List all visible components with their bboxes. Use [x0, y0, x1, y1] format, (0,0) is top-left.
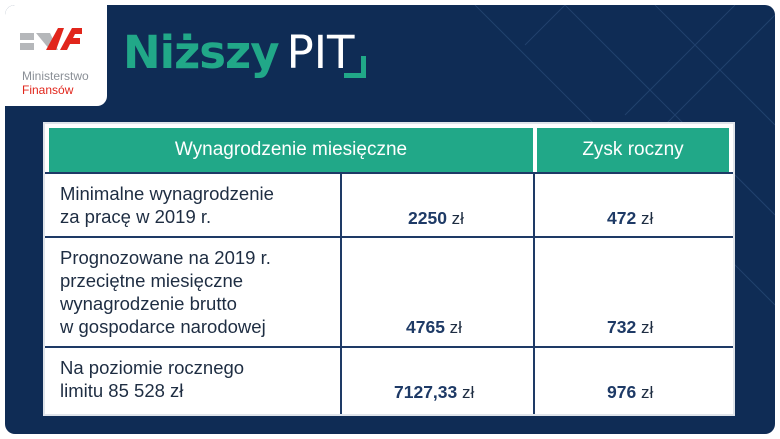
salary-value-minimum-wage: [408, 207, 464, 230]
ministry-logo-icon: [20, 23, 82, 63]
column-divider: [533, 172, 535, 414]
ministry-logo: [5, 5, 107, 106]
row-label-line: wynagrodzenie brutto: [60, 293, 237, 314]
salary-number: 2250: [408, 208, 447, 228]
salary-number: 4765: [406, 317, 445, 337]
currency-label: zł: [462, 383, 475, 402]
profit-value-annual-limit: [607, 381, 653, 404]
row-label-line: przeciętne miesięczne: [60, 270, 244, 291]
title-light-part: PIT: [286, 26, 355, 79]
salary-value-average-wage: [406, 316, 462, 339]
row-label-annual-limit: [60, 356, 335, 402]
row-label-line: Prognozowane na 2019 r.: [60, 247, 271, 268]
row-divider: [45, 346, 733, 348]
row-label-line: limitu 85 528 zł: [60, 380, 184, 401]
currency-label: zł: [451, 209, 464, 228]
profit-number: 976: [607, 382, 637, 402]
header-divider: [535, 124, 537, 172]
row-label-line: Na poziomie rocznego: [60, 357, 245, 378]
column-divider: [340, 172, 342, 414]
row-label-minimum-wage: [60, 182, 335, 228]
profit-value-average-wage: [607, 316, 653, 339]
row-divider: [45, 172, 733, 174]
chevron-corner-icon: [342, 54, 372, 84]
row-label-average-wage: [60, 246, 335, 338]
header-monthly-salary: Wynagrodzenie miesięczne: [49, 128, 533, 172]
currency-label: zł: [640, 318, 654, 337]
profit-number: 472: [607, 208, 637, 228]
salary-number: 7127,33: [394, 382, 458, 402]
profit-number: 732: [607, 317, 637, 337]
page-title: [123, 23, 355, 83]
currency-label: zł: [640, 383, 654, 402]
row-label-line: za pracę w 2019 r.: [60, 206, 212, 227]
currency-label: zł: [449, 318, 462, 337]
logo-text-finance: Finansów: [22, 83, 74, 97]
header-annual-profit: Zysk roczny: [537, 128, 729, 172]
row-label-line: w gospodarce narodowej: [60, 316, 266, 337]
title-bold-part: Niższy: [123, 26, 279, 79]
salary-value-annual-limit: [394, 381, 474, 404]
profit-value-minimum-wage: [607, 207, 653, 230]
salary-table: [43, 122, 735, 416]
row-label-line: Minimalne wynagrodzenie: [60, 183, 274, 204]
logo-text-ministry: Ministerstwo: [22, 69, 89, 83]
currency-label: zł: [640, 209, 654, 228]
row-divider: [45, 236, 733, 238]
